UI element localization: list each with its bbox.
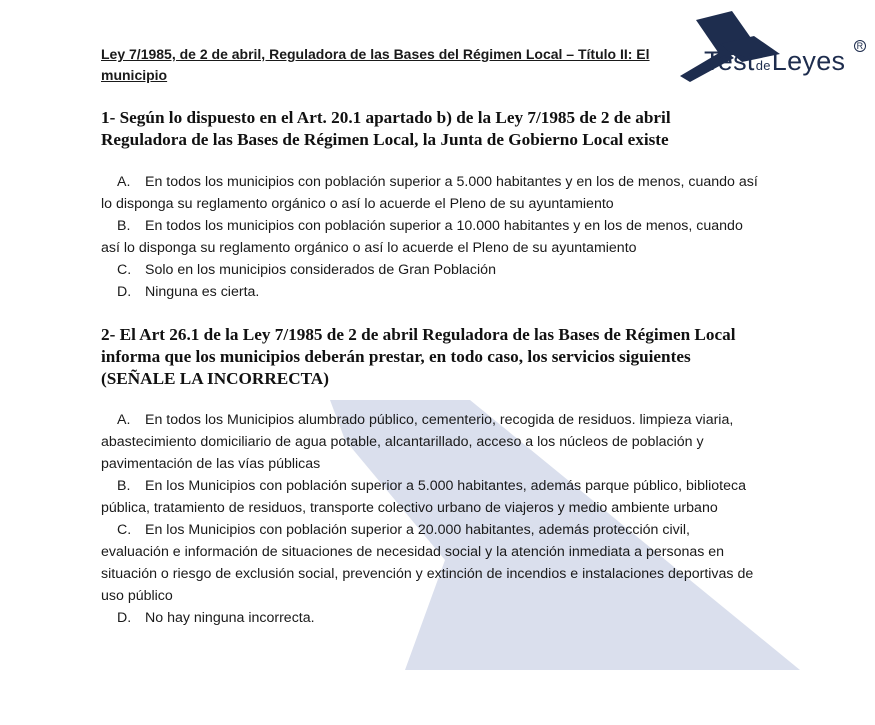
registered-mark: R — [854, 40, 866, 52]
answer-option — [101, 475, 761, 519]
answer-letter: B. — [117, 478, 131, 494]
answer-text: En todos los municipios con población superior a 10.000 habitantes y en los de menos, cuando así lo disponga su reglamento orgánico o así lo acuerde el Pleno de su ayuntamiento — [101, 218, 743, 256]
answer-letter: D. — [117, 610, 132, 626]
answer-letter: B. — [117, 218, 131, 234]
brand-small: de — [755, 58, 771, 73]
answer-letter: A. — [117, 412, 131, 428]
answer-text: En los Municipios con población superior a 20.000 habitantes, además protección civil, evaluación e información de situaciones de necesidad social y la atención inmediata a personas en situación o riesgo de exclusión social, prevención y extinción de incendios e instalaciones deportivas de uso público — [101, 522, 754, 604]
answer-text: En todos los municipios con población superior a 5.000 habitantes y en los de menos, cuando así lo disponga su reglamento orgánico o así lo acuerde el Pleno de su ayuntamiento — [101, 174, 758, 212]
question-1-text: 1- Según lo dispuesto en el Art. 20.1 apartado b) de la Ley 7/1985 de 2 de abril Reguladora de las Bases de Régimen Local, la Junta de Gobierno Local existe — [101, 108, 671, 149]
answer-text: No hay ninguna incorrecta. — [145, 610, 315, 626]
brand-part2: Leyes — [771, 46, 846, 76]
answer-letter: A. — [117, 174, 131, 190]
brand-logo-text — [704, 41, 864, 77]
answer-letter: D. — [117, 284, 132, 300]
answer-option — [101, 281, 761, 303]
question-2-text: 2- El Art 26.1 de la Ley 7/1985 de 2 de abril Reguladora de las Bases de Régimen Local informa que los municipios deberán prestar, en todo caso, los servicios siguientes (SEÑALE LA INCORRECTA) — [101, 325, 736, 388]
answer-option — [101, 215, 761, 259]
question-2-answers — [101, 409, 761, 629]
answer-option — [101, 519, 761, 607]
document-title: Ley 7/1985, de 2 de abril, Reguladora de las Bases del Régimen Local – Título II: El municipio — [101, 46, 650, 83]
answer-text: Solo en los municipios considerados de Gran Población — [145, 262, 496, 278]
brand-part1: Test — [704, 46, 755, 76]
answer-text: Ninguna es cierta. — [145, 284, 260, 300]
answer-option — [101, 171, 761, 215]
answer-letter: C. — [117, 262, 132, 278]
answer-letter: C. — [117, 522, 132, 538]
answer-option — [101, 409, 761, 475]
answer-option — [101, 259, 761, 281]
answer-text: En los Municipios con población superior a 5.000 habitantes, además parque público, biblioteca pública, tratamiento de residuos, transporte colectivo urbano de viajeros y medio ambiente urbano — [101, 478, 746, 516]
question-1-answers — [101, 171, 761, 303]
answer-option — [101, 607, 761, 629]
answer-text: En todos los Municipios alumbrado público, cementerio, recogida de residuos. limpieza viaria, abastecimiento domiciliario de agua potable, alcantarillado, acceso a los núcleos de población y pavimentación de las vías públicas — [101, 412, 734, 472]
